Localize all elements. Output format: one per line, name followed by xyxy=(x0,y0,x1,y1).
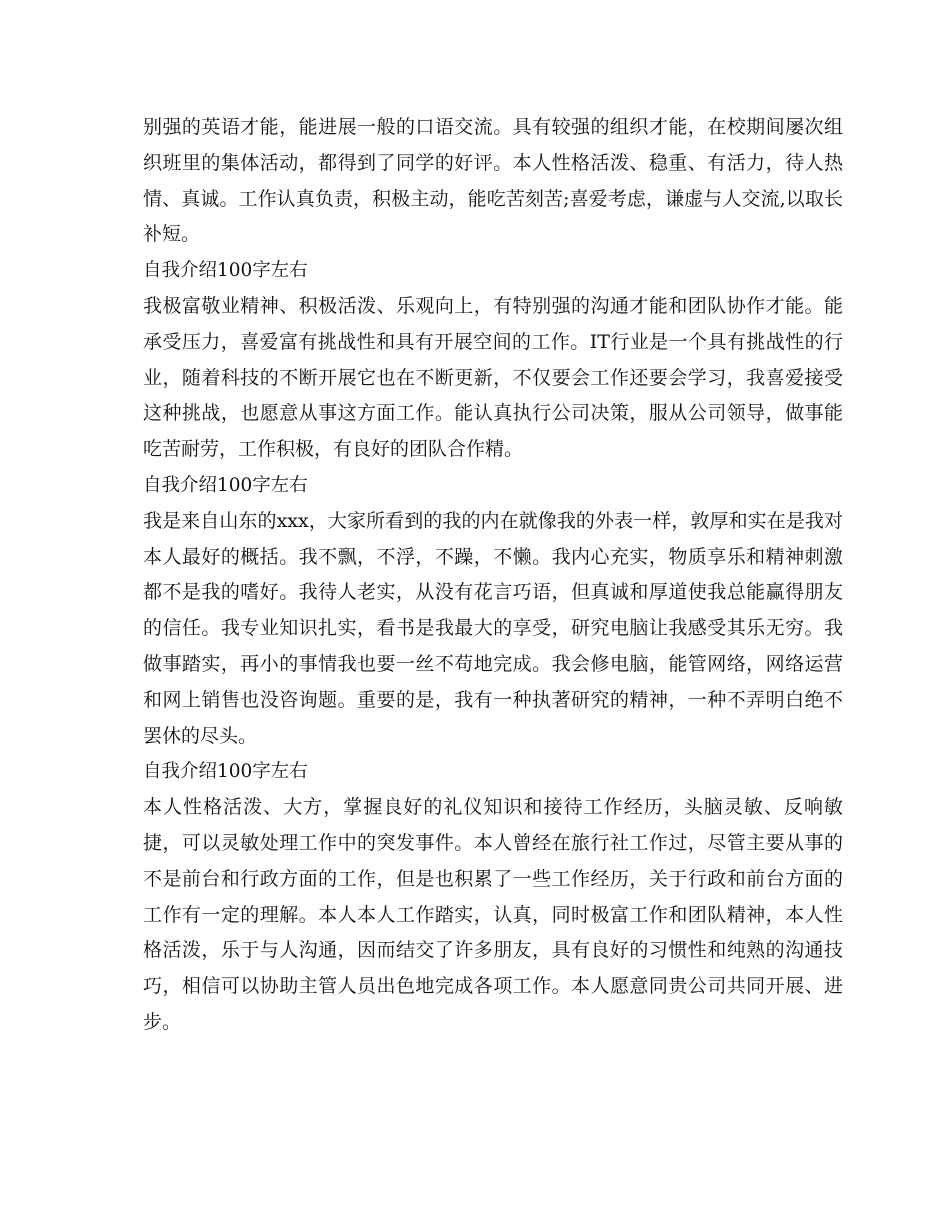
paragraph: 本人性格活泼、大方，掌握良好的礼仪知识和接待工作经历，头脑灵敏、反响敏捷，可以灵敏处理工作中的突发事件。本人曾经在旅行社工作过，尽管主要从事的不是前台和行政方面的工作，但是也积累了一些工作经历，关于行政和前台方面的工作有一定的理解。本人本人工作踏实，认真，同时极富工作和团队精神，本人性格活泼，乐于与人沟通，因而结交了许多朋友，具有良好的习惯性和纯熟的沟通技巧，相信可以协助主管人员出色地完成各项工作。本人愿意同贵公司共同开展、进步。 xyxy=(143,796,843,1033)
section-heading: 自我介绍100字左右 xyxy=(143,761,308,783)
section-heading: 自我介绍100字左右 xyxy=(143,260,308,282)
paragraph-intro-continued: 别强的英语才能，能进展一般的口语交流。具有较强的组织才能，在校期间屡次组织班里的集体活动，都得到了同学的好评。本人性格活泼、稳重、有活力，待人热情、真诚。工作认真负责，积极主动，能吃苦刻苦;喜爱考虑，谦虚与人交流,以取长补短。 xyxy=(143,116,843,246)
paragraph: 我是来自山东的xxx，大家所看到的我的内在就像我的外表一样，敦厚和实在是我对本人最好的概括。我不飘，不浮，不躁，不懒。我内心充实，物质享乐和精神刺激都不是我的嗜好。我待人老实，从没有花言巧语，但真诚和厚道使我总能赢得朋友的信任。我专业知识扎实，看书是我最大的享受，研究电脑让我感受其乐无穷。我做事踏实，再小的事情我也要一丝不苟地完成。我会修电脑，能管网络，网络运营和网上销售也没咨询题。重要的是，我有一种执著研究的精神，一种不弄明白绝不罢休的尽头。 xyxy=(143,509,843,747)
paragraph: 我极富敬业精神、积极活泼、乐观向上，有特别强的沟通才能和团队协作才能。能承受压力，喜爱富有挑战性和具有开展空间的工作。IT行业是一个具有挑战性的行业，随着科技的不断开展它也在不断更新，不仅要会工作还要会学习，我喜爱接受这种挑战，也愿意从事这方面工作。能认真执行公司决策，服从公司领导，做事能吃苦耐劳，工作积极，有良好的团队合作精。 xyxy=(143,294,843,461)
document-content xyxy=(143,110,843,1041)
section-heading: 自我介绍100字左右 xyxy=(143,474,308,496)
